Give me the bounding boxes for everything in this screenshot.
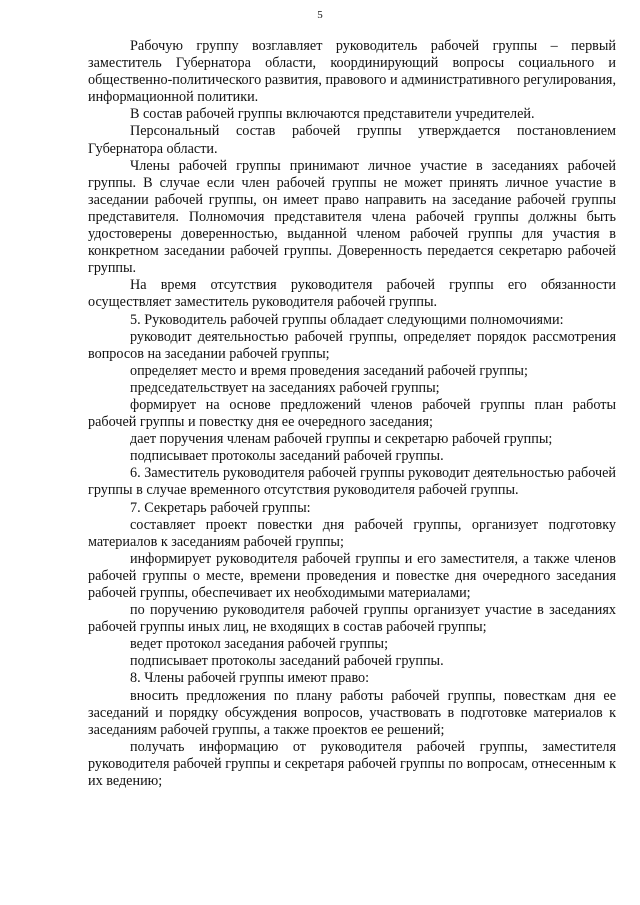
paragraph-head-power-6: подписывает протоколы заседаний рабочей группы. xyxy=(130,448,444,465)
page-number: 5 xyxy=(317,9,323,21)
paragraph-secretary-duty-3: по поручению руководителя рабочей группы организует участие в заседаниях рабочей группы иных лиц, не входящих в состав рабочей группы; xyxy=(88,602,616,636)
paragraph-head-power-3: председательствует на заседаниях рабочей группы; xyxy=(130,379,440,396)
paragraph-head-power-1: руководит деятельностью рабочей группы, определяет порядок рассмотрения вопросов на заседании рабочей группы; xyxy=(88,328,616,362)
paragraph-secretary-duty-1: составляет проект повестки дня рабочей группы, организует подготовку материалов к заседаниям рабочей группы; xyxy=(88,516,616,550)
document-body xyxy=(88,38,616,790)
paragraph-composition: В состав рабочей группы включаются представители учредителей. xyxy=(130,106,535,123)
paragraph-secretary-duty-2: информирует руководителя рабочей группы и его заместителя, а также членов рабочей группы о месте, времени проведения и повестке дня очередного заседания рабочей группы, обеспечивает их необходимыми материалами; xyxy=(88,550,616,601)
paragraph-member-participation: Члены рабочей группы принимают личное участие в заседаниях рабочей группы. В случае если член рабочей группы не может принять личное участие в заседании рабочей группы, он имеет право направить на заседание рабочей группы представителя. Полномочия представителя члена рабочей группы должны быть удостоверены доверенностью, выданной членом рабочей группы для участия в конкретном заседании рабочей группы. Доверенность передается секретарю рабочей группы. xyxy=(88,157,616,277)
paragraph-section-5-heading: 5. Руководитель рабочей группы обладает следующими полномочиями: xyxy=(130,311,564,328)
paragraph-section-7-heading: 7. Секретарь рабочей группы: xyxy=(130,499,311,516)
paragraph-head-power-5: дает поручения членам рабочей группы и секретарю рабочей группы; xyxy=(130,431,553,448)
paragraph-member-right-2: получать информацию от руководителя рабочей группы, заместителя руководителя рабочей группы и секретаря рабочей группы по вопросам, отнесенным к их ведению; xyxy=(88,738,616,790)
paragraph-secretary-duty-4: ведет протокол заседания рабочей группы; xyxy=(130,636,389,653)
paragraph-head-power-2: определяет место и время проведения заседаний рабочей группы; xyxy=(130,362,528,379)
paragraph-personal-composition: Персональный состав рабочей группы утверждается постановлением Губернатора области. xyxy=(88,123,616,157)
paragraph-section-6: 6. Заместитель руководителя рабочей группы руководит деятельностью рабочей группы в случае временного отсутствия руководителя рабочей группы. xyxy=(88,465,616,499)
paragraph-secretary-duty-5: подписывает протоколы заседаний рабочей группы. xyxy=(130,653,444,670)
paragraph-deputy-substitution: На время отсутствия руководителя рабочей группы его обязанности осуществляет заместитель руководителя рабочей группы. xyxy=(88,277,616,311)
paragraph-section-8-heading: 8. Члены рабочей группы имеют право: xyxy=(130,670,370,687)
paragraph-head-power-4: формирует на основе предложений членов рабочей группы план работы рабочей группы и повестку дня ее очередного заседания; xyxy=(88,396,616,431)
paragraph-member-right-1: вносить предложения по плану работы рабочей группы, повесткам дня ее заседаний и порядку обсуждения вопросов, участвовать в подготовке материалов к заседаниям рабочей группы, а также проектов ее решений; xyxy=(88,687,616,738)
paragraph-head-of-group: Рабочую группу возглавляет руководитель рабочей группы – первый заместитель Губернатора области, координирующий вопросы социального и общественно-политического развития, правового и административного регулирования, информационной политики. xyxy=(88,38,616,106)
